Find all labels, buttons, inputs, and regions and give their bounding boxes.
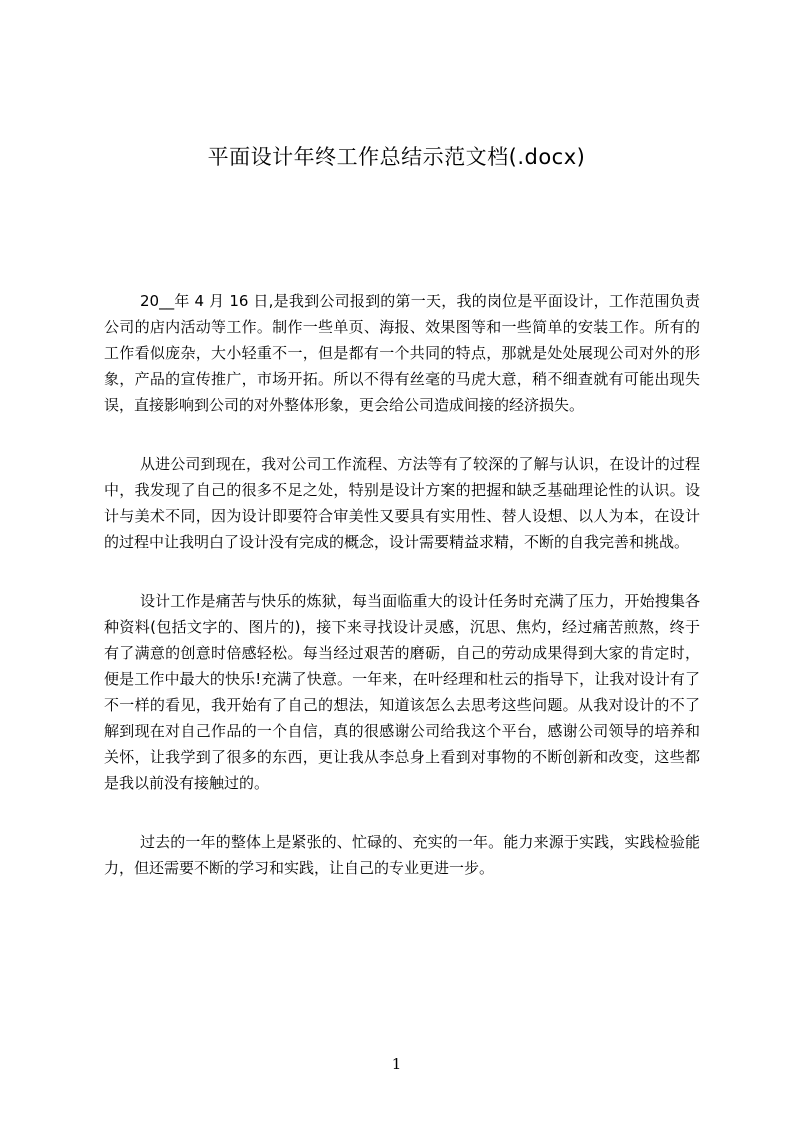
paragraph-2: 从进公司到现在，我对公司工作流程、方法等有了较深的了解与认识，在设计的过程中，我发现了自己的很多不足之处，特别是设计方案的把握和缺乏基础理论性的认识。设计与美术不同，因为设计即要符合审美性又要具有实用性、替人设想、以人为本，在设计的过程中让我明白了设计没有完成的概念，设计需要精益求精，不断的自我完善和挑战。 xyxy=(104,455,700,551)
paragraph-3: 设计工作是痛苦与快乐的炼狱，每当面临重大的设计任务时充满了压力，开始搜集各种资料(包括文字的、图片的)，接下来寻找设计灵感，沉思、焦灼，经过痛苦煎熬，终于有了满意的创意时倍感轻松。每当经过艰苦的磨砺，自己的劳动成果得到大家的肯定时，便是工作中最大的快乐!充满了快意。一年来，在叶经理和杜云的指导下，让我对设计有了不一样的看见，我开始有了自己的想法，知道该怎么去思考这些问题。从我对设计的不了解到现在对自己作品的一个自信，真的很感谢公司给我这个平台，感谢公司领导的培养和关怀，让我学到了很多的东西，更让我从李总身上看到对事物的不断创新和改变，这些都是我以前没有接触过的。 xyxy=(104,592,700,792)
page-number: 1 xyxy=(391,1055,402,1073)
paragraph-4: 过去的一年的整体上是紧张的、忙碌的、充实的一年。能力来源于实践，实践检验能力，但还需要不断的学习和实践，让自己的专业更进一步。 xyxy=(104,833,700,877)
document-body xyxy=(104,288,700,914)
document-title: 平面设计年终工作总结示范文档(.docx) xyxy=(207,145,586,169)
paragraph-1: 20__年 4 月 16 日,是我到公司报到的第一天，我的岗位是平面设计，工作范围负责公司的店内活动等工作。制作一些单页、海报、效果图等和一些简单的安装工作。所有的工作看似庞杂，大小轻重不一，但是都有一个共同的特点，那就是处处展现公司对外的形象，产品的宣传推广，市场开拓。所以不得有丝毫的马虎大意，稍不细查就有可能出现失误，直接影响到公司的对外整体形象，更会给公司造成间接的经济损失。 xyxy=(104,292,700,414)
